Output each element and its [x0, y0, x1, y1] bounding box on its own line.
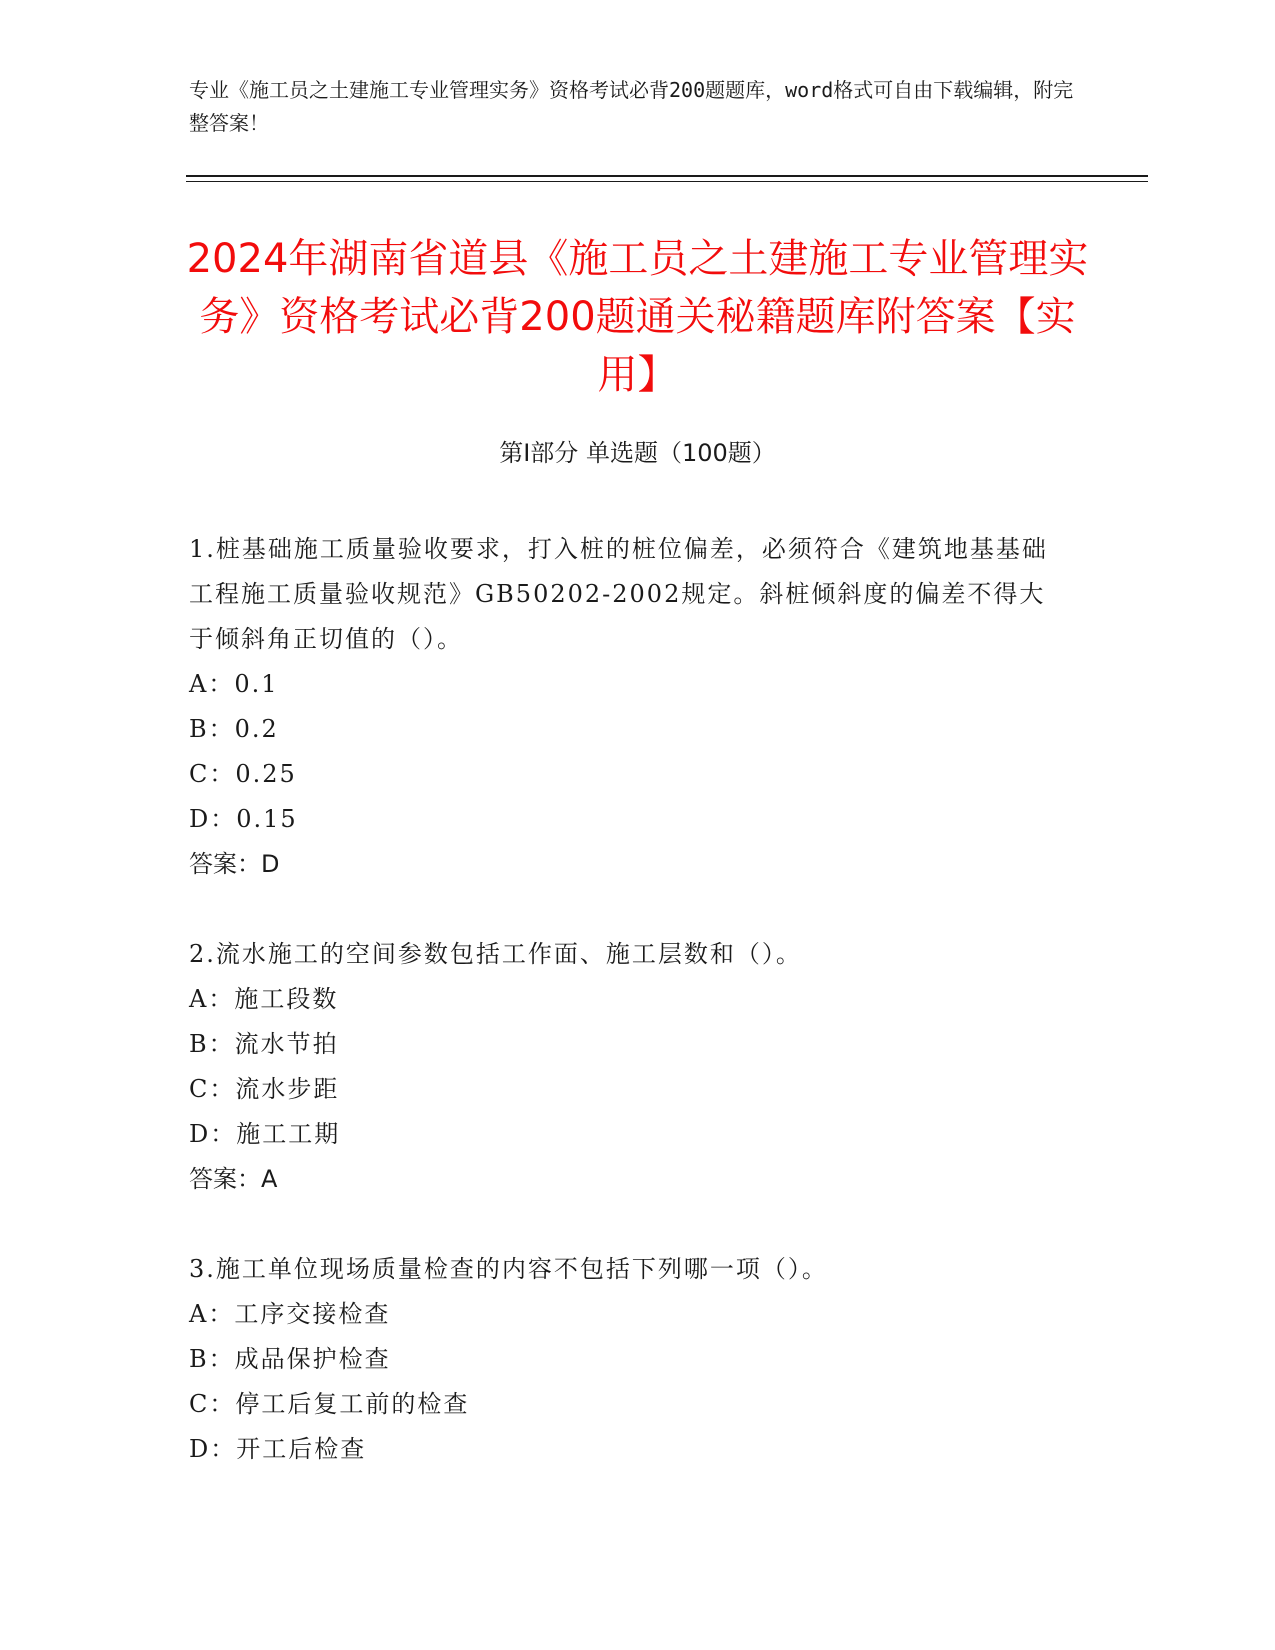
header-divider-thick: [186, 175, 1148, 177]
document-title: 2024年湖南省道县《施工员之土建施工专业管理实务》资格考试必背200题通关秘籍题库附答案【实用】: [186, 236, 1089, 398]
question-text: 3.施工单位现场质量检查的内容不包括下列哪一项（）。: [189, 1255, 828, 1283]
option-d: D：0.15: [189, 805, 298, 833]
option-d: D：施工工期: [189, 1120, 341, 1148]
answer-label: 答案：A: [189, 1165, 278, 1193]
question-item: [189, 527, 1089, 887]
option-c: C：停工后复工前的检查: [189, 1390, 470, 1418]
section-heading: 第I部分 单选题（100题）: [499, 439, 776, 467]
question-item: [189, 932, 1089, 1202]
option-a: A：施工段数: [189, 985, 339, 1013]
question-text: 1.桩基础施工质量验收要求，打入桩的桩位偏差，必须符合《建筑地基基础工程施工质量验收规范》GB50202-2002规定。斜桩倾斜度的偏差不得大于倾斜角正切值的（）。: [189, 535, 1048, 653]
question-list: [189, 527, 1089, 1517]
option-b: B：0.2: [189, 715, 279, 743]
option-c: C：流水步距: [189, 1075, 340, 1103]
answer-label: 答案：D: [189, 850, 280, 878]
header-note: 专业《施工员之土建施工专业管理实务》资格考试必背200题题库，word格式可自由下载编辑，附完整答案！: [189, 78, 1074, 135]
question-item: [189, 1247, 1089, 1472]
option-d: D：开工后检查: [189, 1435, 367, 1463]
option-a: A：工序交接检查: [189, 1300, 391, 1328]
option-b: B：流水节拍: [189, 1030, 339, 1058]
option-c: C：0.25: [189, 760, 297, 788]
option-a: A：0.1: [189, 670, 279, 698]
header-divider-thin: [186, 181, 1148, 182]
question-text: 2.流水施工的空间参数包括工作面、施工层数和（）。: [189, 940, 802, 968]
option-b: B：成品保护检查: [189, 1345, 391, 1373]
